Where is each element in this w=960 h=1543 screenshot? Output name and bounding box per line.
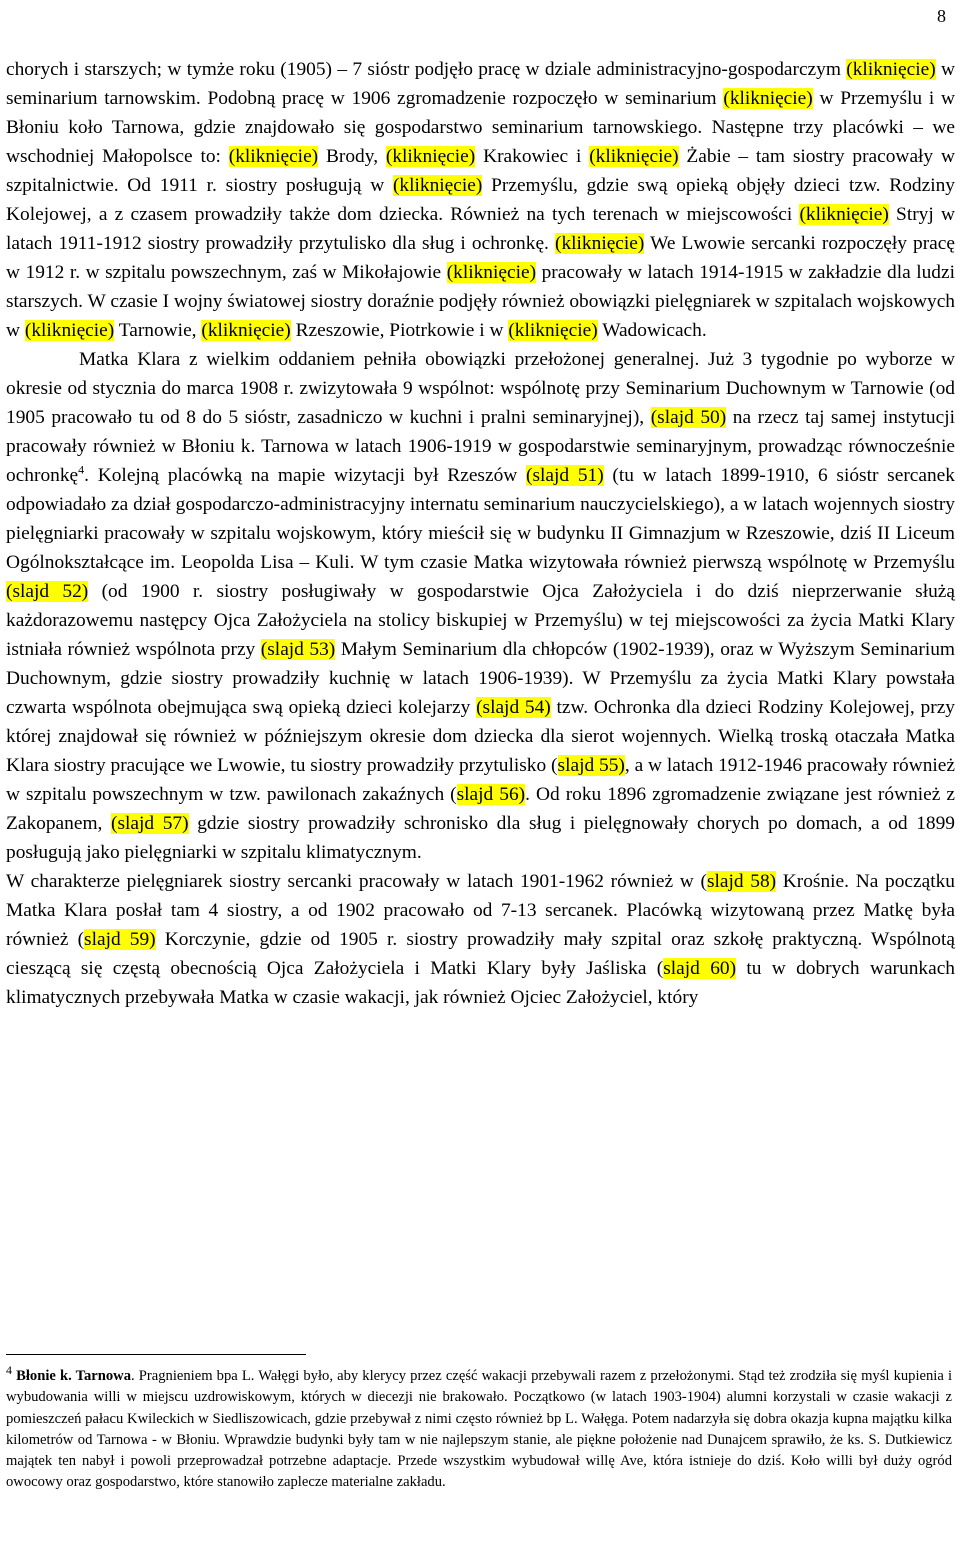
highlighted-marker: slajd 60) [663, 958, 737, 979]
text-run: Rzeszowie, Piotrkowie i w [290, 320, 509, 341]
text-run: , a w latach 1912-1946 pracowały również w szpitalu powszechnym w tzw. pawilonach zakaźnych ( [6, 755, 956, 805]
highlighted-marker: (slajd 54) [476, 697, 551, 718]
paragraph-2 [6, 345, 955, 867]
highlighted-marker: (slajd 53) [260, 639, 336, 660]
highlighted-marker: (slajd 57) [111, 813, 189, 834]
footnote [6, 1363, 952, 1494]
text-run: Krośnie. Na początku Matka Klara posłał tam 4 siostry, a od 1902 pracowało od 7-13 sercanek. Placówką wizytowaną przez Matkę była również ( [6, 871, 955, 950]
highlighted-marker: slajd 59) [84, 929, 156, 950]
highlighted-marker: (kliknięcie) [555, 233, 645, 254]
footnote-number: 4 [6, 1363, 12, 1378]
highlighted-marker: (kliknięcie) [846, 59, 936, 80]
highlighted-marker: (kliknięcie) [228, 146, 319, 167]
highlighted-marker: (kliknięcie) [24, 320, 115, 341]
footnote-title: Błonie k. Tarnowa [16, 1368, 132, 1384]
highlighted-marker: (kliknięcie) [446, 262, 537, 283]
text-run: Brody, [318, 146, 386, 167]
text-run: (tu w latach 1899-1910, 6 sióstr sercanek odpowiadało za dział gospodarczo-administracyjny internatu seminarium nauczycielskiego), a w latach wojennych siostry pielęgniarki pracowały w szpitalu wojskowym, który mieścił się w budynku II Gimnazjum w Rzeszowie, dziś II Liceum Ogólnokształcące im. Leopolda Lisa – Kuli. W tym czasie Matka wizytowała również pierwszą wspólnotę w Przemyślu [6, 465, 955, 573]
text-run: Przemyślu, gdzie swą opieką objęły dzieci tzw. Rodziny Kolejowej, a z czasem prowadziły także dom dziecka. Również na tych terenach w miejscowości [6, 175, 956, 225]
highlighted-marker: (slajd 51) [526, 465, 604, 486]
paragraph-3 [6, 867, 955, 1012]
text-run: pracowały w latach 1914-1915 w zakładzie dla ludzi starszych. W czasie I wojny światowej siostry doraźnie podjęły również obowiązki pielęgniarek w szpitalach wojskowych w [6, 262, 955, 341]
text-run: Korczynie, gdzie od 1905 r. siostry prowadziły mały szpital oraz szkołę praktyczną. Wspólnotą cieszącą się częstą obecnością Ojca Założyciela i Matki Klary były Jaśliska ( [6, 929, 955, 979]
highlighted-marker: (slajd 50) [650, 407, 727, 428]
highlighted-marker: (kliknięcie) [392, 175, 483, 196]
main-text [6, 55, 955, 1012]
text-run: gdzie siostry prowadziły schronisko dla sług i pielęgnowały chorych po domach, a od 1899 posługują jako pielęgniarki w szpitalu klimatycznym. [6, 813, 955, 863]
text-run: We Lwowie sercanki rozpoczęły pracę w 1912 r. w szpitalu powszechnym, zaś w Mikołajowie [6, 233, 955, 283]
text-run: tu w dobrych warunkach klimatycznych przebywała Matka w czasie wakacji, jak również Ojciec Założyciel, który [6, 958, 956, 1008]
footnote-text: . Pragnieniem bpa L. Wałęgi było, aby klerycy przez część wakacji przebywali razem z przełożonymi. Stąd też zrodziła się myśl kupienia i wybudowania willi w miejscu uzdrowiskowym, których w diecezji nie brakowało. Początkowo (w latach 1903-1904) alumni korzystali w czasie wakacji z pomieszczeń pałacu Kwileckich w Siedliszowicach, gdzie przebywał z nimi często również bp L. Wałęga. Potem nadarzyła się dobra okazja kupna majątku kilka kilometrów od Tarnowa - w Błoniu. Wprawdzie budynki były tam w nie najlepszym stanie, ale piękne położenie nad Dunajcem sprawiło, że ks. S. Dutkiewicz majątek ten nabył i powoli przeprowadzał potrzebne adaptacje. Przede wszystkim wybudował willę Ave, która istnieje do dziś. Koło willi był duży ogród owocowy oraz gospodarstwo, które stanowiło zaplecze materialne zakładu. [6, 1368, 952, 1491]
highlighted-marker: (slajd 52) [6, 581, 89, 602]
text-run: na rzecz taj samej instytucji pracowały również w Błoniu k. Tarnowa w latach 1906-1919 w gospodarstwie seminaryjnym, prowadząc równocześnie ochronkę [6, 407, 955, 486]
text-run: chorych i starszych; w tymże roku (1905) – 7 sióstr podjęło pracę w dziale administracyjno-gospodarczym [6, 59, 847, 80]
text-run: Stryj w latach 1911-1912 siostry prowadziły przytulisko dla sług i ochronkę. [6, 204, 955, 254]
text-run: Krakowiec i [475, 146, 590, 167]
text-run: Małym Seminarium dla chłopców (1902-1939), oraz w Wyższym Seminarium Duchownym, gdzie siostry prowadziły kuchnię w latach 1906-1939). W Przemyślu za życia Matki Klary powstała czwarta wspólnota obejmująca swą opieką dzieci kolejarzy [6, 639, 955, 718]
highlighted-marker: (kliknięcie) [201, 320, 291, 341]
text-run: W charakterze pielęgniarek siostry sercanki pracowały w latach 1901-1962 również w ( [6, 871, 707, 892]
page-number: 8 [937, 6, 946, 26]
text-run: w seminarium tarnowskim. Podobną pracę w 1906 zgromadzenie rozpoczęło w seminarium [6, 59, 955, 109]
highlighted-marker: (kliknięcie) [589, 146, 679, 167]
text-run: Tarnowie, [114, 320, 202, 341]
text-run: . Kolejną placówką na mapie wizytacji był Rzeszów [84, 465, 527, 486]
highlighted-marker: slajd 55) [557, 755, 625, 776]
highlighted-marker: (kliknięcie) [385, 146, 476, 167]
paragraph-1 [6, 55, 955, 345]
highlighted-marker: slajd 56) [456, 784, 526, 805]
text-run: Żabie – tam siostry pracowały w szpitalnictwie. Od 1911 r. siostry posługują w [6, 146, 955, 196]
text-run: Matka Klara z wielkim oddaniem pełniła obowiązki przełożonej generalnej. Już 3 tygodnie po wyborze w okresie od stycznia do marca 1908 r. zwizytowała 9 wspólnot: wspólnotę przy Seminarium Duchownym w Tarnowie (od 1905 pracowało tu od 8 do 5 sióstr, zasadniczo w kuchni i pralni seminaryjnej), [6, 349, 955, 428]
text-run: w Przemyślu i w Błoniu koło Tarnowa, gdzie znajdowało się gospodarstwo seminarium tarnowskiego. Następne trzy placówki – we wschodniej Małopolsce to: [6, 88, 955, 167]
text-run: (od 1900 r. siostry posługiwały w gospodarstwie Ojca Założyciela i do dziś nieprzerwanie służą każdorazowemu następcy Ojca Założyciela na stolicy biskupiej w Przemyślu) w tej miejscowości za życia Matki Klary istniała również wspólnota przy [6, 581, 955, 660]
text-run: tzw. Ochronka dla dzieci Rodziny Kolejowej, przy której znajdował się również w późniejszym okresie dom dziecka dla sierot wojennych. Wielką troską otaczała Matka Klara siostry pracujące we Lwowie, tu siostry prowadziły przytulisko ( [6, 697, 955, 776]
footnote-separator [6, 1354, 306, 1355]
footnote-reference: 4 [78, 462, 85, 477]
highlighted-marker: (kliknięcie) [723, 88, 813, 109]
highlighted-marker: slajd 58) [706, 871, 777, 892]
text-run: . Od roku 1896 zgromadzenie związane jest również z Zakopanem, [6, 784, 955, 834]
text-run: Wadowicach. [597, 320, 707, 341]
highlighted-marker: (kliknięcie) [799, 204, 889, 225]
highlighted-marker: (kliknięcie) [508, 320, 598, 341]
